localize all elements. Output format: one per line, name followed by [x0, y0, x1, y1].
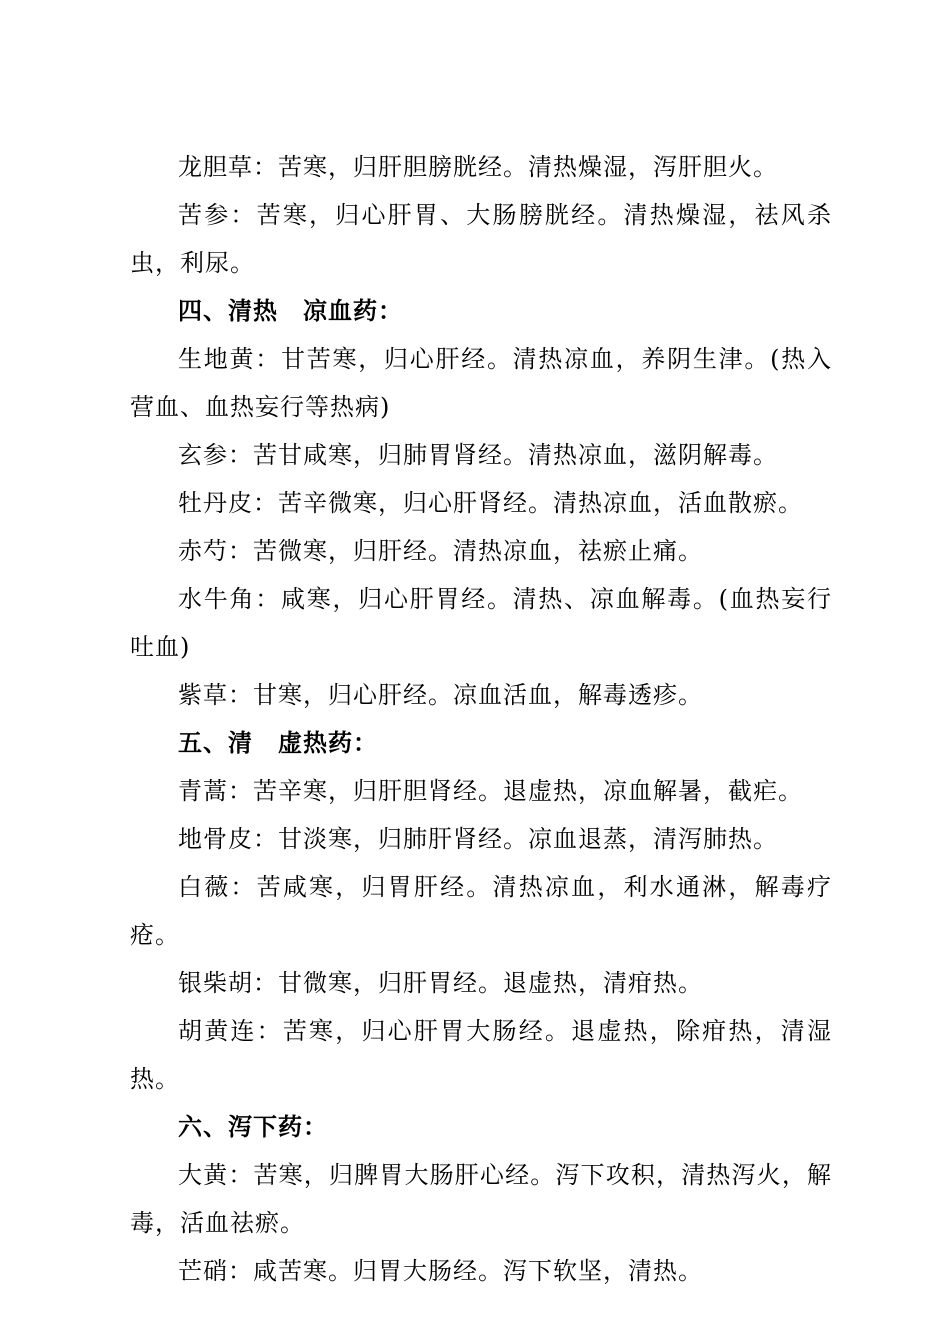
entry-xuanshen: 玄参：苦甘咸寒，归肺胃肾经。清热凉血，滋阴解毒。	[178, 441, 778, 469]
entry-baiwei: 白薇：苦咸寒，归胃肝经。清热凉血，利水通淋，解毒疗疮。	[130, 873, 832, 949]
entry-digupi: 地骨皮：甘淡寒，归肺肝肾经。凉血退蒸，清泻肺热。	[178, 825, 778, 853]
entry-qinghao: 青蒿：苦辛寒，归肝胆肾经。退虚热，凉血解暑，截疟。	[178, 777, 803, 805]
section-heading-5: 五、清 虚热药：	[178, 729, 378, 757]
section-heading-6: 六、泻下药：	[178, 1113, 328, 1141]
entry-mangxiao: 芒硝：咸苦寒。归胃大肠经。泻下软坚，清热。	[178, 1257, 703, 1285]
entry-zicao: 紫草：甘寒，归心肝经。凉血活血，解毒透疹。	[178, 681, 703, 709]
entry-dahuang: 大黄：苦寒，归脾胃大肠肝心经。泻下攻积，清热泻火，解毒，活血祛瘀。	[130, 1161, 832, 1237]
entry-shengdihuang: 生地黄：甘苦寒，归心肝经。清热凉血，养阴生津。(热入营血、血热妄行等热病)	[130, 345, 832, 421]
entry-yinchaihu: 银柴胡：甘微寒，归肝胃经。退虚热，清疳热。	[178, 969, 703, 997]
entry-kushen: 苦参：苦寒，归心肝胃、大肠膀胱经。清热燥湿，祛风杀虫，利尿。	[130, 201, 832, 277]
entry-chishao: 赤芍：苦微寒，归肝经。清热凉血，祛瘀止痛。	[178, 537, 703, 565]
entry-huhuanglian: 胡黄连：苦寒，归心肝胃大肠经。退虚热，除疳热，清湿热。	[130, 1017, 832, 1093]
entry-mudanpi: 牡丹皮：苦辛微寒，归心肝肾经。清热凉血，活血散瘀。	[178, 489, 803, 517]
entry-longdancao: 龙胆草：苦寒，归肝胆膀胱经。清热燥湿，泻肝胆火。	[178, 153, 778, 181]
section-heading-4: 四、清热 凉血药：	[178, 297, 403, 325]
entry-shuiniujiao: 水牛角：咸寒，归心肝胃经。清热、凉血解毒。(血热妄行吐血)	[130, 585, 832, 661]
document-body	[130, 143, 832, 1295]
